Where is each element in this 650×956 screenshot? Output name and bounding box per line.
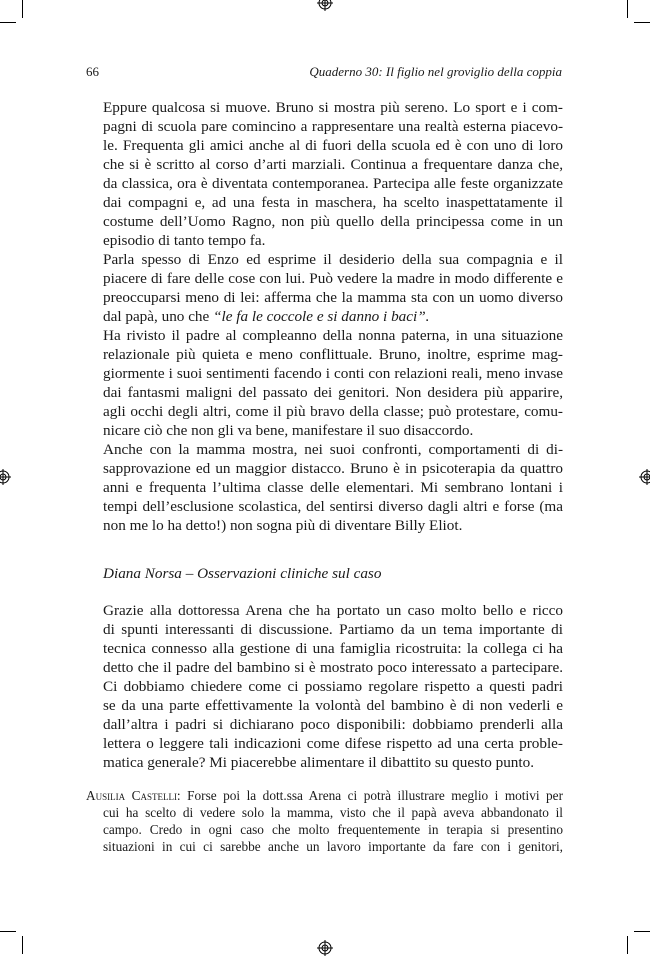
text-line: Ci dobbiamo chiedere come ci possiamo regolare rispetto a questi padri [103,678,563,695]
crop-mark-top-left-h [0,22,16,23]
speaker-comment [86,787,563,855]
text-line: da classica, ora è diventata contemporanea. Partecipa alle feste organizzate [103,175,563,192]
crop-mark-top-right-h [634,22,650,23]
text-line: dai compagni e, ad una festa in maschera, ha scelto inaspettatamente il [103,194,563,211]
registration-target-icon-left [0,469,11,485]
text-line: Anche con la mamma mostra, nei suoi confronti, comportamenti di di- [103,441,563,458]
text-line: campo. Credo in ogni caso che molto frequentemente in terapia si presentino [103,822,563,837]
text-line: tecnica connesso alla gestione di una famiglia ricostruita: la collega ci ha [103,640,563,657]
text-line: agli occhi degli altri, come il più bravo della classe; può protestare, comu- [103,403,563,420]
paragraph [86,440,563,535]
text-line: preoccuparsi meno di lei: afferma che la mamma sta con un uomo diverso [103,289,563,306]
case-narrative [86,98,563,535]
paragraph [86,250,563,326]
text-line: tempi dell’esclusione scolastica, del sentirsi diverso dagli altri e forse (ma [103,498,563,515]
text-line: se da una parte effettivamente la volontà del bambino è di non vederli e [103,697,563,714]
text-line: che si è scritto al corso d’arti marziali. Continua a frequentare danza che, [103,156,563,173]
text-line: Ha rivisto il padre al compleanno della nonna paterna, in una situazione [103,327,563,344]
text-line: Eppure qualcosa si muove. Bruno si mostra più sereno. Lo sport e i com- [103,99,563,116]
text-line: dall’altra i padri si dichiarano poco disponibili: dobbiamo prenderli alla [103,716,563,733]
crop-mark-bottom-right-v [627,936,628,954]
text-line: matica generale? Mi piacerebbe alimentare il dibattito su questo punto. [103,754,534,771]
text-line [86,307,563,326]
text-line: di spunti interessanti di discussione. Partiamo da un tema importante di [103,621,563,638]
text-line: lettera o leggere tali indicazioni come difese rispetto ad una certa proble- [103,735,563,752]
text-line [86,787,563,804]
text-line: anni e frequenta l’ultima classe delle elementari. Mi sembrano lontani i [103,479,563,496]
text-line: detto che il padre del bambino si è mostrato poco interessato a partecipare. [103,659,563,676]
paragraph [86,98,563,250]
text-line: Parla spesso di Enzo ed esprime il desiderio della sua compagnia e il [103,251,563,268]
section-heading: Diana Norsa – Osservazioni cliniche sul caso [103,565,382,582]
text-line: relazionale più quieta e meno conflittuale. Bruno, inoltre, esprime mag- [103,346,563,363]
discussion-text [86,601,563,772]
registration-target-icon-right [639,469,650,485]
text-line: dai fantasmi maligni del passato dei genitori. Non desidera più apparire, [103,384,563,401]
text-line: giormente i suoi sentimenti facendo i conti con relazioni reali, meno invase [103,365,563,382]
text-line: situazioni in cui ci sarebbe anche un lavoro importante da fare con i genitori, [103,839,563,854]
paragraph [86,326,563,440]
page-number: 66 [86,64,99,79]
running-header [86,64,562,84]
crop-mark-bottom-left-h [0,931,16,932]
text-line: nicare ciò che non gli va bene, manifestare il suo disaccordo. [103,422,474,439]
text-line: episodio di tanto tempo fa. [103,232,266,249]
registration-target-icon-top [317,0,333,11]
text-fragment: Forse poi la dott.ssa Arena ci potrà illustrare meglio i motivi per [180,788,563,803]
text-line: Grazie alla dottoressa Arena che ha portato un caso molto bello e ricco [103,602,563,619]
text-line: non me lo ha detto!) non sogna più di diventare Billy Eliot. [103,517,463,534]
paragraph [86,601,563,772]
text-line: sapprovazione ed un maggior distacco. Bruno è in psicoterapia da quattro [103,460,563,477]
crop-mark-top-left-v [22,0,23,18]
speaker-name: Ausilia Castelli: [86,788,181,803]
text-fragment: dal papà, uno che [103,308,214,325]
running-title: Quaderno 30: Il figlio nel groviglio della coppia [309,64,562,79]
crop-mark-top-right-v [627,0,628,18]
quote: “le fa le coccole e si danno i baci”. [213,308,430,325]
text-line: piacere di fare delle cose con lui. Può vedere la madre in modo differente e [103,270,563,287]
crop-mark-bottom-right-h [634,931,650,932]
text-line: cui ha scelto di vedere solo la mamma, visto che il papà aveva abbandonato il [103,805,563,820]
text-line: costume dell’Uomo Ragno, non più quello della principessa come in un [103,213,563,230]
text-line: pagni di scuola pare comincino a rappresentare una realtà esterna piacevo- [103,118,563,135]
text-line: le. Frequenta gli amici anche al di fuori della scuola ed è con uno di loro [103,137,563,154]
crop-mark-bottom-left-v [22,936,23,954]
